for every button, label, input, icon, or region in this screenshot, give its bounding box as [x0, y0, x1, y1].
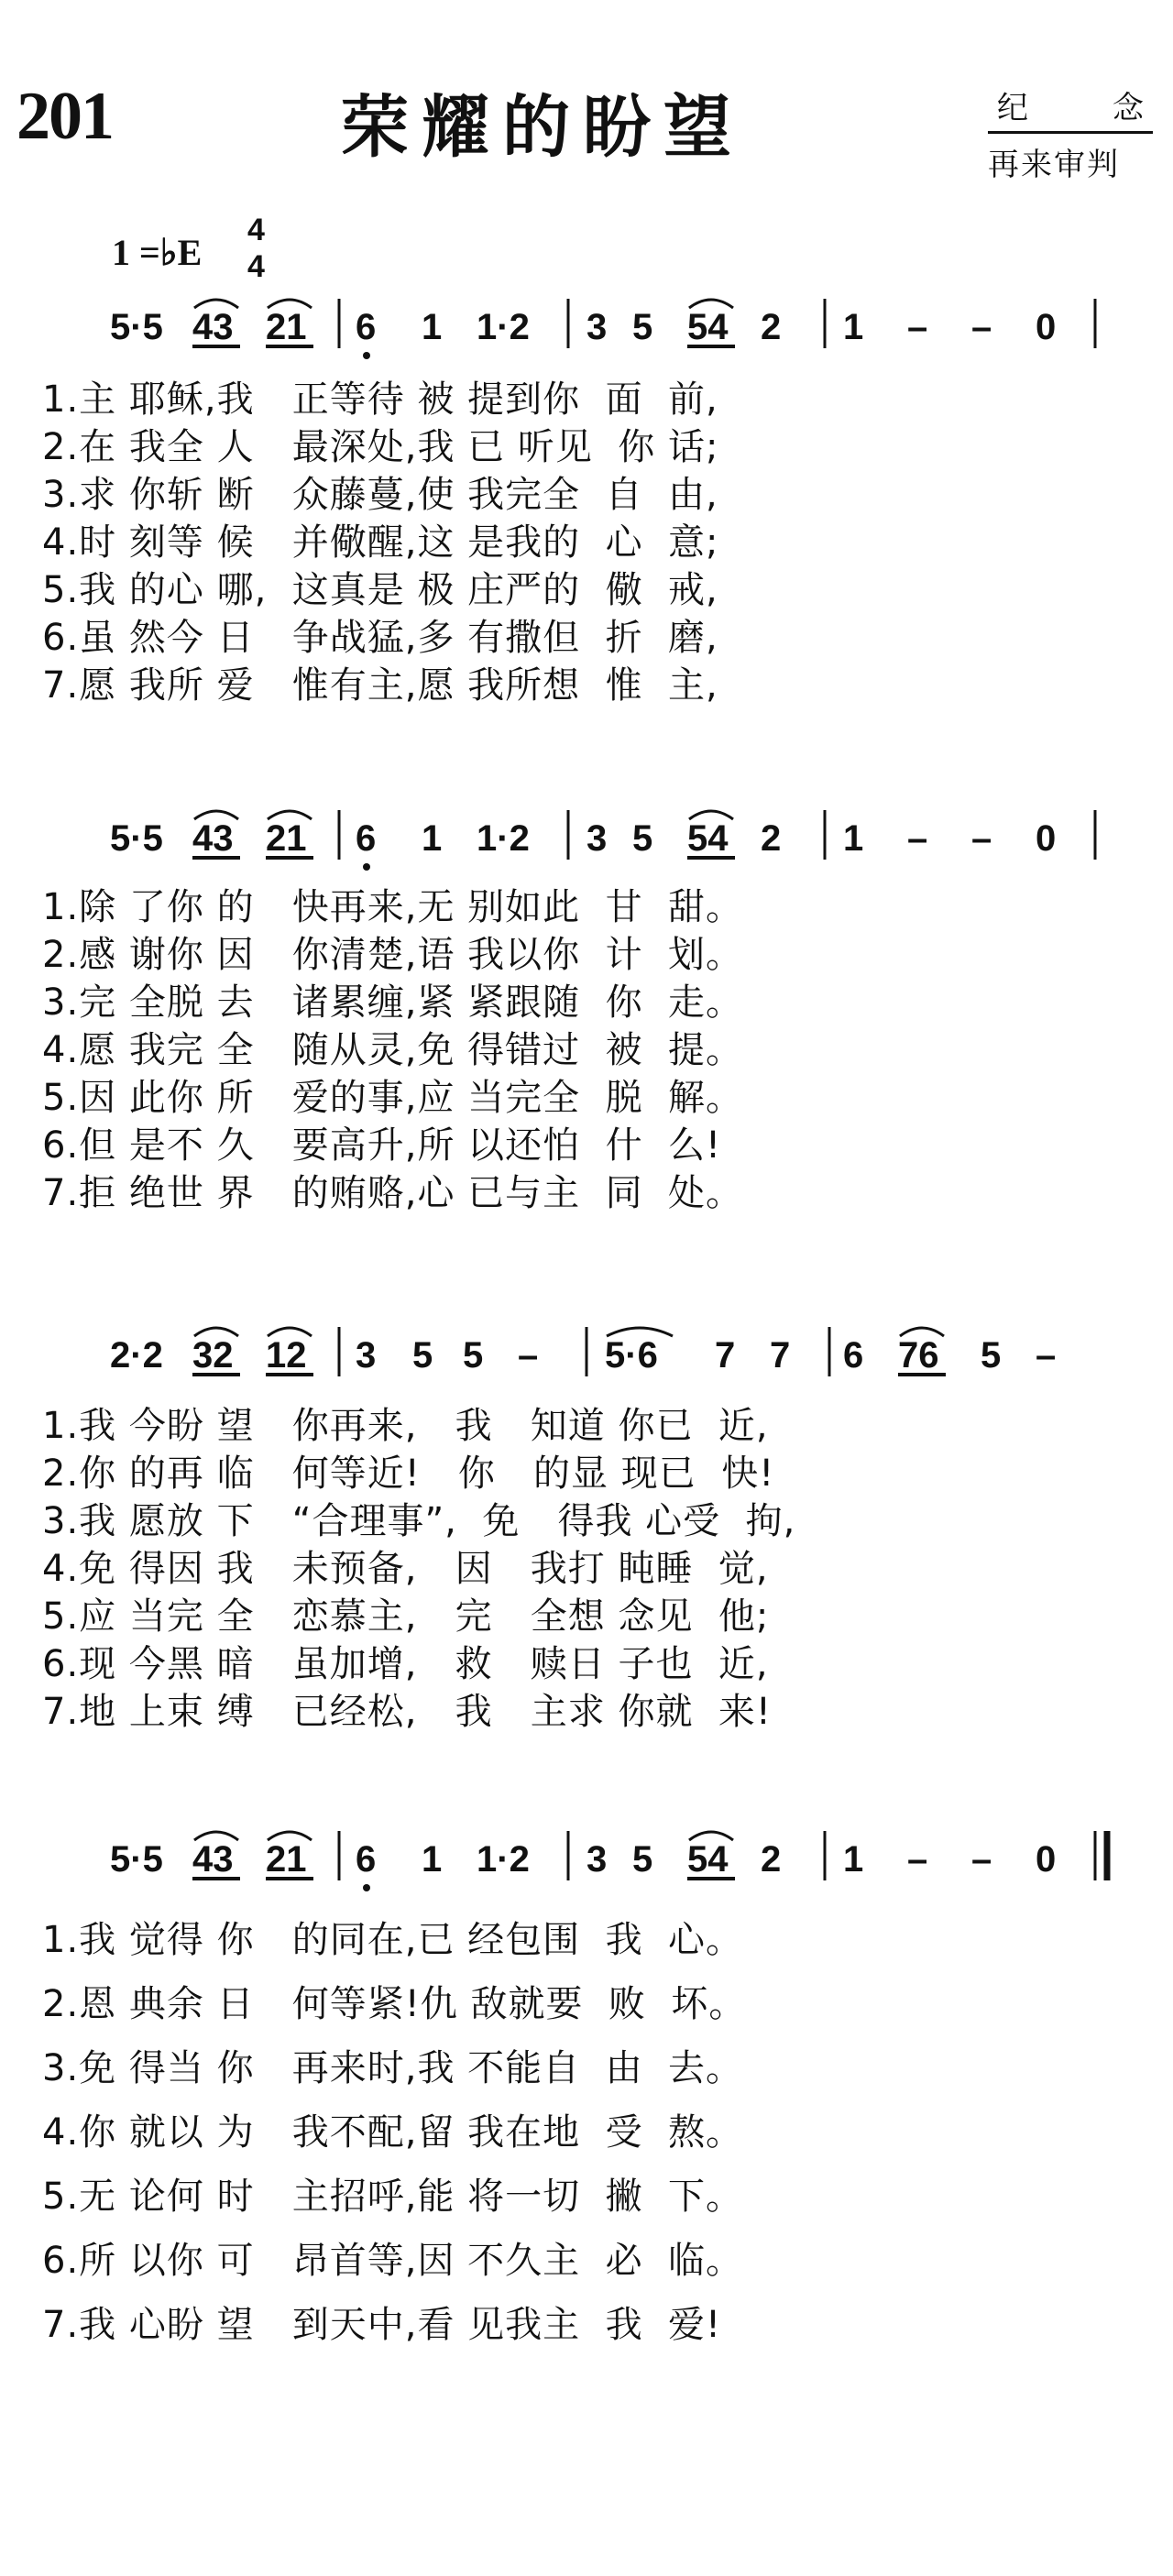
lyric-line-1-4: 4.时 刻等 候 并儆醒,这 是我的 心 意; [42, 521, 719, 564]
note-1-4: 6 [356, 307, 377, 347]
lyric-block-3 [42, 1402, 1124, 1736]
note-4-14: 0 [1036, 1839, 1057, 1880]
note-3-3: 12 [266, 1335, 307, 1376]
lyric-line-2-2: 2.感 谢你 因 你清楚,语 我以你 计 划。 [42, 934, 744, 976]
note-2-12: – [907, 818, 928, 859]
low-octave-dot-2-4 [363, 863, 370, 871]
note-1-3: 21 [266, 307, 307, 347]
note-1-10: 2 [761, 307, 782, 347]
lyric-line-3-7: 7.地 上束 缚 已经松, 我 主求 你就 来! [42, 1691, 772, 1733]
lyric-line-4-5: 5.无 论何 时 主招呼,能 将一切 撇 下。 [42, 2176, 744, 2218]
note-1-2: 43 [192, 307, 234, 347]
note-1-8: 5 [632, 307, 653, 347]
note-3-1: 2·2 [110, 1335, 163, 1376]
lyric-line-2-4: 4.愿 我完 全 随从灵,免 得错过 被 提。 [42, 1029, 744, 1071]
note-3-14: – [1036, 1335, 1057, 1376]
category-box [988, 82, 1153, 184]
notation-svg-1 [110, 291, 1127, 365]
lyric-line-4-4: 4.你 就以 为 我不配,留 我在地 受 熬。 [42, 2111, 744, 2154]
low-octave-dot-4-4 [363, 1884, 370, 1891]
notation-svg-2 [110, 803, 1127, 876]
note-2-3: 21 [266, 818, 307, 859]
note-4-8: 5 [632, 1839, 653, 1880]
note-2-10: 2 [761, 818, 782, 859]
lyric-line-3-2: 2.你 的再 临 何等近! 你 的显 现已 快! [42, 1452, 775, 1495]
lyric-line-2-7: 7.拒 绝世 界 的贿赂,心 已与主 同 处。 [42, 1172, 744, 1214]
lyric-line-3-1: 1.我 今盼 望 你再来, 我 知道 你已 近, [42, 1405, 769, 1447]
category-char-2: 念 [1113, 90, 1144, 126]
note-4-6: 1·2 [477, 1839, 530, 1880]
note-4-2: 43 [192, 1839, 234, 1880]
note-1-9: 54 [687, 307, 729, 347]
note-4-5: 1 [422, 1839, 443, 1880]
lyric-line-1-7: 7.愿 我所 爱 惟有主,愿 我所想 惟 主, [42, 664, 718, 707]
lyric-line-2-6: 6.但 是不 久 要高升,所 以还怕 什 么! [42, 1124, 722, 1167]
key-signature [112, 213, 313, 295]
note-2-5: 1 [422, 818, 443, 859]
subcategory-label: 再来审判 [988, 147, 1120, 183]
lyric-block-2 [42, 883, 1124, 1217]
lyric-line-4-7: 7.我 心盼 望 到天中,看 见我主 我 爱! [42, 2304, 722, 2346]
note-3-10: 7 [770, 1335, 791, 1376]
note-2-9: 54 [687, 818, 729, 859]
lyric-line-1-2: 2.在 我全 人 最深处,我 已 听见 你 话; [42, 426, 719, 468]
note-3-11: 6 [843, 1335, 864, 1376]
note-4-11: 1 [843, 1839, 864, 1880]
note-3-13: 5 [981, 1335, 1002, 1376]
note-4-13: – [971, 1839, 992, 1880]
note-1-12: – [907, 307, 928, 347]
notation-line-3 [110, 1320, 1127, 1393]
lyric-line-1-6: 6.虽 然今 日 争战猛,多 有撒但 折 磨, [42, 617, 718, 659]
lyric-block-1 [42, 376, 1124, 709]
low-octave-dot-1-4 [363, 352, 370, 359]
note-2-7: 3 [586, 818, 608, 859]
lyric-line-2-3: 3.完 全脱 去 诸累缠,紧 紧跟随 你 走。 [42, 981, 744, 1024]
lyric-line-1-1: 1.主 耶稣,我 正等待 被 提到你 面 前, [42, 378, 718, 421]
note-1-1: 5·5 [110, 307, 163, 347]
note-1-5: 1 [422, 307, 443, 347]
note-2-6: 1·2 [477, 818, 530, 859]
note-3-8: 5·6 [605, 1335, 658, 1376]
note-1-13: – [971, 307, 992, 347]
note-2-2: 43 [192, 818, 234, 859]
note-3-7: – [518, 1335, 539, 1376]
note-4-10: 2 [761, 1839, 782, 1880]
lyric-line-3-4: 4.免 得因 我 未预备, 因 我打 盹睡 觉, [42, 1548, 769, 1590]
key-label: 1 =♭E [112, 232, 203, 273]
note-2-13: – [971, 818, 992, 859]
note-3-2: 32 [192, 1335, 234, 1376]
lyric-line-4-2: 2.恩 典余 日 何等紧!仇 敌就要 败 坏。 [42, 1983, 747, 2025]
note-1-6: 1·2 [477, 307, 530, 347]
note-2-4: 6 [356, 818, 377, 859]
lyric-line-4-6: 6.所 以你 可 昂首等,因 不久主 必 临。 [42, 2240, 744, 2282]
lyric-line-3-5: 5.应 当完 全 恋慕主, 完 全想 念见 他; [42, 1595, 770, 1638]
note-4-12: – [907, 1839, 928, 1880]
lyric-line-2-5: 5.因 此你 所 爱的事,应 当完全 脱 解。 [42, 1077, 744, 1119]
lyric-line-4-3: 3.免 得当 你 再来时,我 不能自 由 去。 [42, 2047, 744, 2089]
note-3-6: 5 [463, 1335, 484, 1376]
note-1-14: 0 [1036, 307, 1057, 347]
note-4-9: 54 [687, 1839, 729, 1880]
notation-line-4 [110, 1824, 1127, 1897]
time-signature-top: 4 [247, 213, 265, 247]
lyric-line-1-3: 3.求 你斩 断 众藤蔓,使 我完全 自 由, [42, 474, 718, 516]
category-label [988, 82, 1153, 134]
category-char-1: 纪 [997, 90, 1028, 126]
note-2-1: 5·5 [110, 818, 163, 859]
notation-line-2 [110, 803, 1127, 876]
note-1-11: 1 [843, 307, 864, 347]
notation-svg-3 [110, 1320, 1127, 1393]
note-1-7: 3 [586, 307, 608, 347]
lyric-line-3-6: 6.现 今黑 暗 虽加增, 救 赎日 子也 近, [42, 1643, 769, 1685]
note-3-4: 3 [356, 1335, 377, 1376]
note-3-5: 5 [412, 1335, 433, 1376]
note-2-8: 5 [632, 818, 653, 859]
hymn-number: 201 [16, 79, 113, 154]
time-signature-bottom: 4 [247, 249, 265, 284]
note-3-9: 7 [715, 1335, 736, 1376]
lyric-line-2-1: 1.除 了你 的 快再来,无 别如此 甘 甜。 [42, 886, 744, 928]
note-4-3: 21 [266, 1839, 307, 1880]
note-3-12: 76 [898, 1335, 939, 1376]
note-4-7: 3 [586, 1839, 608, 1880]
note-2-11: 1 [843, 818, 864, 859]
note-4-4: 6 [356, 1839, 377, 1880]
hymn-title: 荣耀的盼望 [341, 88, 744, 167]
notation-line-1 [110, 291, 1127, 365]
note-2-14: 0 [1036, 818, 1057, 859]
lyric-line-4-1: 1.我 觉得 你 的同在,已 经包围 我 心。 [42, 1919, 744, 1961]
lyric-line-1-5: 5.我 的心 哪, 这真是 极 庄严的 儆 戒, [42, 569, 718, 611]
lyric-block-4 [42, 1908, 1124, 2357]
notation-svg-4 [110, 1824, 1127, 1897]
lyric-line-3-3: 3.我 愿放 下 “合理事”, 免 得我 心受 拘, [42, 1500, 796, 1542]
note-4-1: 5·5 [110, 1839, 163, 1880]
